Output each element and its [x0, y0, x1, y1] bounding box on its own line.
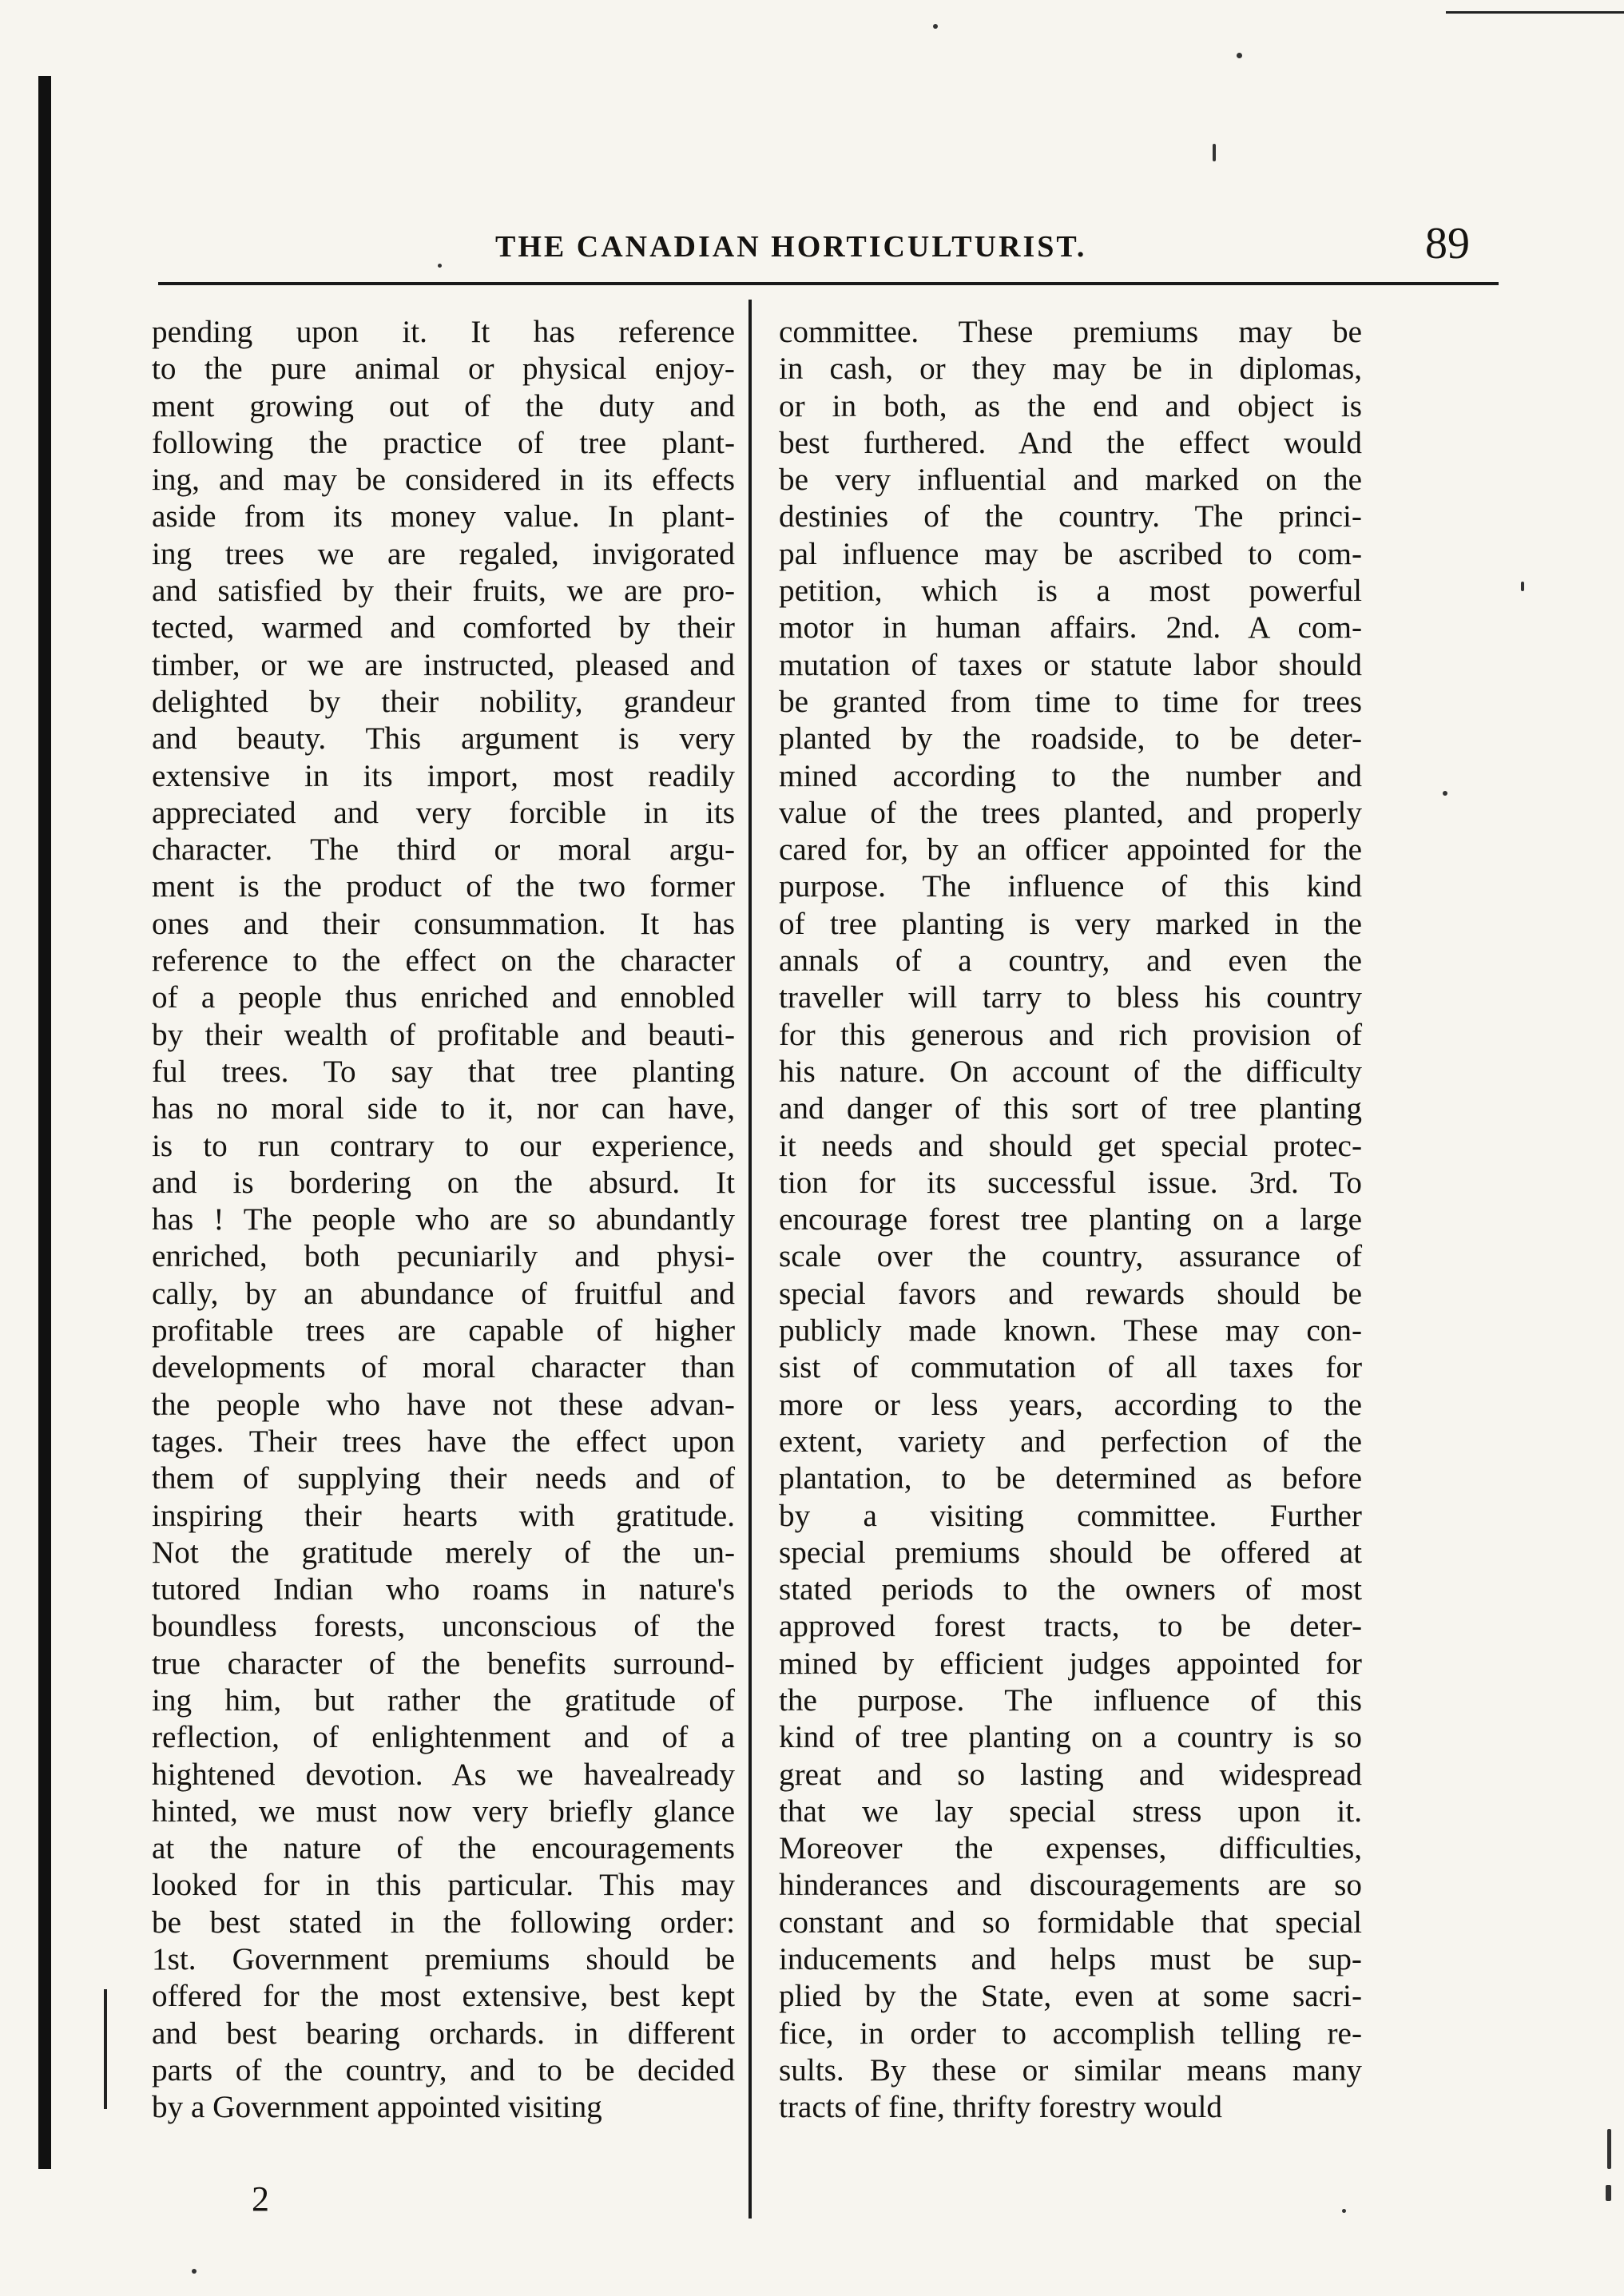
text-line: inducements and helps must be sup-	[779, 1942, 1362, 1977]
text-line: and is bordering on the absurd. It	[152, 1165, 735, 1200]
ink-speck	[1237, 53, 1242, 58]
text-line: inspiring their hearts with gratitude.	[152, 1498, 735, 1533]
signature-mark: 2	[252, 2179, 269, 2219]
text-line: pal influence may be ascribed to com-	[779, 536, 1362, 571]
text-line: ing trees we are regaled, invigorated	[152, 536, 735, 571]
ink-speck	[1607, 2129, 1611, 2169]
text-line: offered for the most extensive, best kept	[152, 1979, 735, 2014]
text-line: of a people thus enriched and ennobled	[152, 980, 735, 1015]
text-line: has no moral side to it, nor can have,	[152, 1091, 735, 1126]
text-line: the purpose. The influence of this	[779, 1682, 1362, 1718]
text-line: 1st. Government premiums should be	[152, 1942, 735, 1977]
ink-speck	[1443, 791, 1447, 796]
ink-speck	[192, 2269, 197, 2274]
text-line: ment is the product of the two former	[152, 869, 735, 904]
column-divider	[748, 300, 752, 2219]
text-line: profitable trees are capable of higher	[152, 1313, 735, 1349]
page-number: 89	[1425, 219, 1470, 268]
text-line: mutation of taxes or statute labor should	[779, 647, 1362, 682]
text-line: it needs and should get special protec-	[779, 1128, 1362, 1163]
text-line: in cash, or they may be in diplomas,	[779, 352, 1362, 387]
text-line: hinted, we must now very briefly glance	[152, 1794, 735, 1829]
text-line: great and so lasting and widespread	[779, 1757, 1362, 1792]
text-line: by a visiting committee. Further	[779, 1498, 1362, 1533]
text-line: parts of the country, and to be decided	[152, 2052, 735, 2087]
text-line: traveller will tarry to bless his country	[779, 980, 1362, 1015]
text-line: them of supplying their needs and of	[152, 1461, 735, 1496]
text-line: and satisfied by their fruits, we are pro-	[152, 574, 735, 609]
text-line: to the pure animal or physical enjoy-	[152, 352, 735, 387]
text-line: is to run contrary to our experience,	[152, 1128, 735, 1163]
text-line: ment growing out of the duty and	[152, 388, 735, 423]
left-column	[152, 314, 735, 2127]
text-line: appreciated and very forcible in its	[152, 795, 735, 830]
text-line: tracts of fine, thrifty forestry would	[779, 2090, 1222, 2125]
ink-speck	[1521, 582, 1524, 591]
text-line: be very influential and marked on the	[779, 463, 1362, 498]
text-line: boundless forests, unconscious of the	[152, 1609, 735, 1644]
header-rule	[158, 282, 1499, 285]
text-line: developments of moral character than	[152, 1350, 735, 1385]
text-line: constant and so formidable that special	[779, 1905, 1362, 1940]
text-line: true character of the benefits surround-	[152, 1646, 735, 1681]
text-line: mined by efficient judges appointed for	[779, 1646, 1362, 1681]
text-line: enriched, both pecuniarily and physi-	[152, 1239, 735, 1274]
text-line: special favors and rewards should be	[779, 1276, 1362, 1311]
text-line: sults. By these or similar means many	[779, 2052, 1362, 2087]
text-line: or in both, as the end and object is	[779, 388, 1362, 423]
text-line: best furthered. And the effect would	[779, 425, 1362, 460]
text-line: for this generous and rich provision of	[779, 1017, 1362, 1052]
text-line: tages. Their trees have the effect upon	[152, 1424, 735, 1459]
text-line: hinderances and discouragements are so	[779, 1868, 1362, 1903]
text-line: his nature. On account of the difficulty	[779, 1054, 1362, 1089]
right-column	[779, 314, 1362, 2127]
text-line: cared for, by an officer appointed for the	[779, 832, 1362, 868]
text-line: and beauty. This argument is very	[152, 721, 735, 757]
text-line: Not the gratitude merely of the un-	[152, 1535, 735, 1570]
text-line: timber, or we are instructed, pleased and	[152, 647, 735, 682]
text-line: character. The third or moral argu-	[152, 832, 735, 868]
text-line: ful trees. To say that tree planting	[152, 1054, 735, 1089]
text-line: scale over the country, assurance of	[779, 1239, 1362, 1274]
text-line: reflection, of enlightenment and of a	[152, 1720, 735, 1755]
text-line: plied by the State, even at some sacri-	[779, 1979, 1362, 2014]
text-line: Moreover the expenses, difficulties,	[779, 1831, 1362, 1866]
text-line: ing, and may be considered in its effects	[152, 463, 735, 498]
text-line: petition, which is a most powerful	[779, 574, 1362, 609]
text-line: encourage forest tree planting on a large	[779, 1202, 1362, 1237]
text-line: more or less years, according to the	[779, 1387, 1362, 1422]
text-line: reference to the effect on the character	[152, 943, 735, 979]
text-line: tutored Indian who roams in nature's	[152, 1572, 735, 1607]
text-line: that we lay special stress upon it.	[779, 1794, 1362, 1829]
text-line: delighted by their nobility, grandeur	[152, 684, 735, 719]
corner-rule	[1446, 11, 1624, 14]
page-header	[160, 212, 1486, 276]
text-line: and best bearing orchards. in different	[152, 2016, 735, 2051]
ink-speck	[933, 24, 938, 29]
text-line: tected, warmed and comforted by their	[152, 610, 735, 646]
text-line: be best stated in the following order:	[152, 1905, 735, 1940]
text-line: motor in human affairs. 2nd. A com-	[779, 610, 1362, 646]
text-line: destinies of the country. The princi-	[779, 499, 1362, 534]
text-line: cally, by an abundance of fruitful and	[152, 1276, 735, 1311]
text-line: stated periods to the owners of most	[779, 1572, 1362, 1607]
text-line: of tree planting is very marked in the	[779, 906, 1362, 941]
text-line: the people who have not these advan-	[152, 1387, 735, 1422]
text-line: publicly made known. These may con-	[779, 1313, 1362, 1349]
running-head: THE CANADIAN HORTICULTURIST.	[495, 230, 1087, 264]
text-line: by a Government appointed visiting	[152, 2090, 602, 2125]
binding-edge	[38, 76, 51, 2169]
text-line: has ! The people who are so abundantly	[152, 1202, 735, 1237]
text-line: fice, in order to accomplish telling re-	[779, 2016, 1362, 2051]
text-line: by their wealth of profitable and beauti-	[152, 1017, 735, 1052]
text-line: planted by the roadside, to be deter-	[779, 721, 1362, 757]
text-line: tion for its successful issue. 3rd. To	[779, 1165, 1362, 1200]
text-line: aside from its money value. In plant-	[152, 499, 735, 534]
text-line: special premiums should be offered at	[779, 1535, 1362, 1570]
text-line: mined according to the number and	[779, 758, 1362, 793]
text-line: pending upon it. It has reference	[152, 315, 735, 349]
ink-speck	[1342, 2209, 1346, 2213]
ink-speck	[1213, 144, 1216, 161]
text-line: and danger of this sort of tree planting	[779, 1091, 1362, 1126]
text-line: kind of tree planting on a country is so	[779, 1720, 1362, 1755]
ink-speck	[1606, 2185, 1611, 2201]
text-line: be granted from time to time for trees	[779, 684, 1362, 719]
text-line: purpose. The influence of this kind	[779, 869, 1362, 904]
text-line: extent, variety and perfection of the	[779, 1424, 1362, 1459]
text-line: value of the trees planted, and properly	[779, 795, 1362, 830]
text-line: sist of commutation of all taxes for	[779, 1350, 1362, 1385]
text-line: looked for in this particular. This may	[152, 1868, 735, 1903]
text-line: committee. These premiums may be	[779, 315, 1362, 349]
text-line: ing him, but rather the gratitude of	[152, 1682, 735, 1718]
text-line: approved forest tracts, to be deter-	[779, 1609, 1362, 1644]
text-line: extensive in its import, most readily	[152, 758, 735, 793]
text-line: hightened devotion. As we havealready	[152, 1757, 735, 1792]
text-line: plantation, to be determined as before	[779, 1461, 1362, 1496]
binding-edge-thin	[104, 1989, 107, 2109]
text-line: ones and their consummation. It has	[152, 906, 735, 941]
text-line: following the practice of tree plant-	[152, 425, 735, 460]
text-line: at the nature of the encouragements	[152, 1831, 735, 1866]
text-line: annals of a country, and even the	[779, 943, 1362, 979]
